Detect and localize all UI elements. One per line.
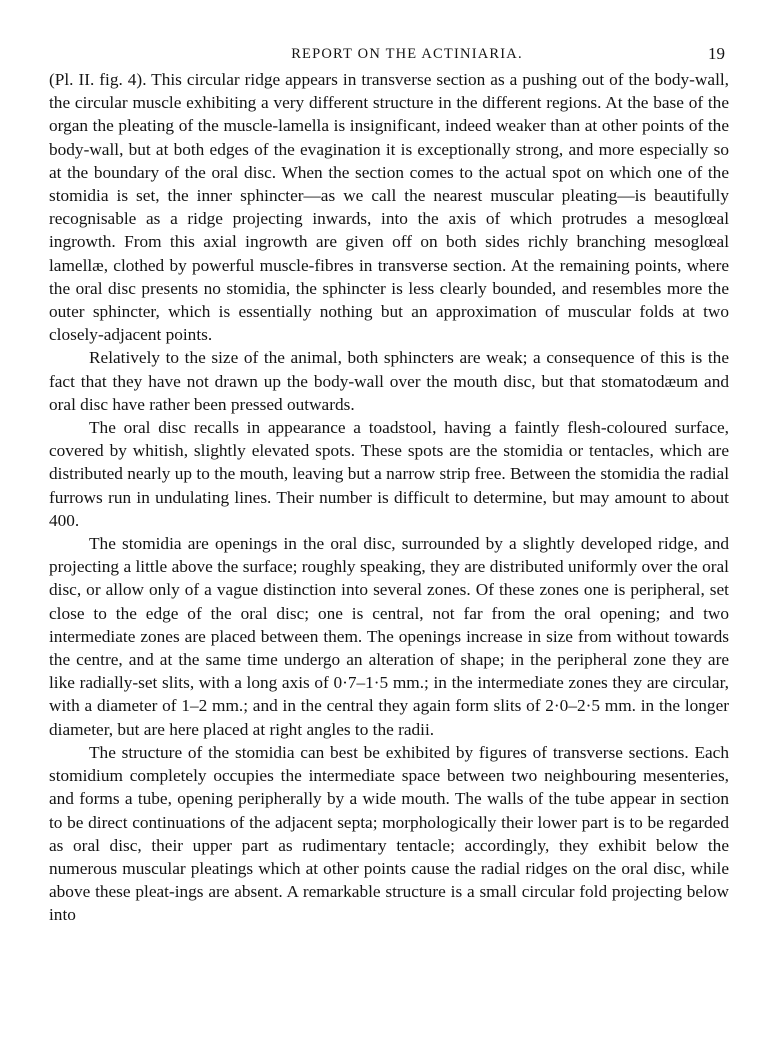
paragraph-oral-disc: The oral disc recalls in appearance a toadstool, having a faintly flesh-coloured surface, covered by whitish, slightly elevated spots. These spots are the stomidia or tentacles, which are distributed nearly up to the mouth, leaving but a narrow strip free. Between the stomidia the radial furrows run in undulating lines. Their number is difficult to determine, but may amount to about 400. [49, 418, 729, 530]
paragraph-stomidia-structure: The structure of the stomidia can best be exhibited by figures of transverse sections. Each stomidium completely occupies the intermediate space between two neighbouring mesenteries, and forms a tube, opening peripherally by a wide mouth. The walls of the tube appear in section to be direct continuations of the adjacent septa; morphologically their lower part is to be regarded as oral disc, their upper part as rudimentary tentacle; accordingly, they exhibit below the numerous muscular pleatings which at other points cause the radial ridges on the oral disc, while above these pleat-ings are absent. A remarkable structure is a small circular fold projecting below into [49, 742, 729, 925]
paragraph-stomidia-openings: The stomidia are openings in the oral disc, surrounded by a slightly developed ridge, and projecting a little above the surface; roughly speaking, they are distributed uniformly over the oral disc, or allow only of a vague distinction into several zones. Of these zones one is peripheral, set close to the edge of the oral disc; one is central, not far from the oral opening; and two intermediate zones are placed between them. The openings increase in size from without towards the centre, and at the same time undergo an alteration of shape; in the peripheral zone they are like radially-set slits, with a long axis of 0·7–1·5 mm.; in the intermediate zones they are circular, with a diameter of 1–2 mm.; and in the central they again form slits of 2·0–2·5 mm. in the longer diameter, but are here placed at right angles to the radii. [49, 534, 729, 739]
running-title: REPORT ON THE ACTINIARIA. [291, 46, 523, 62]
body-text [49, 68, 729, 927]
paragraph-sphincters-weak: Relatively to the size of the animal, both sphincters are weak; a consequence of this is the fact that they have not drawn up the body-wall over the mouth disc, but that stomatodæum and oral disc have rather been pressed outwards. [49, 348, 729, 414]
paragraph-sphincter-structure: (Pl. II. fig. 4). This circular ridge appears in transverse section as a pushing out of the body-wall, the circular muscle exhibiting a very different structure in the different regions. At the base of the organ the pleating of the muscle-lamella is insignificant, indeed weaker than at other points of the body-wall, but at both edges of the evagination it is exceptionally strong, and more especially so at the boundary of the oral disc. When the section comes to the actual spot on which one of the stomidia is set, the inner sphincter—as we call the nearest muscular pleating—is beautifully recognisable as a ridge projecting inwards, into the axis of which protrudes a mesoglœal ingrowth. From this axial ingrowth are given off on both sides richly branching mesoglœal lamellæ, clothed by powerful muscle-fibres in transverse section. At the remaining points, where the oral disc presents no stomidia, the sphincter is less clearly bounded, and resembles more the outer sphincter, which is essentially nothing but an approximation of muscular folds at two closely-adjacent points. [49, 70, 729, 345]
running-head [49, 42, 729, 68]
page-number: 19 [708, 44, 725, 63]
document-page [49, 42, 729, 927]
